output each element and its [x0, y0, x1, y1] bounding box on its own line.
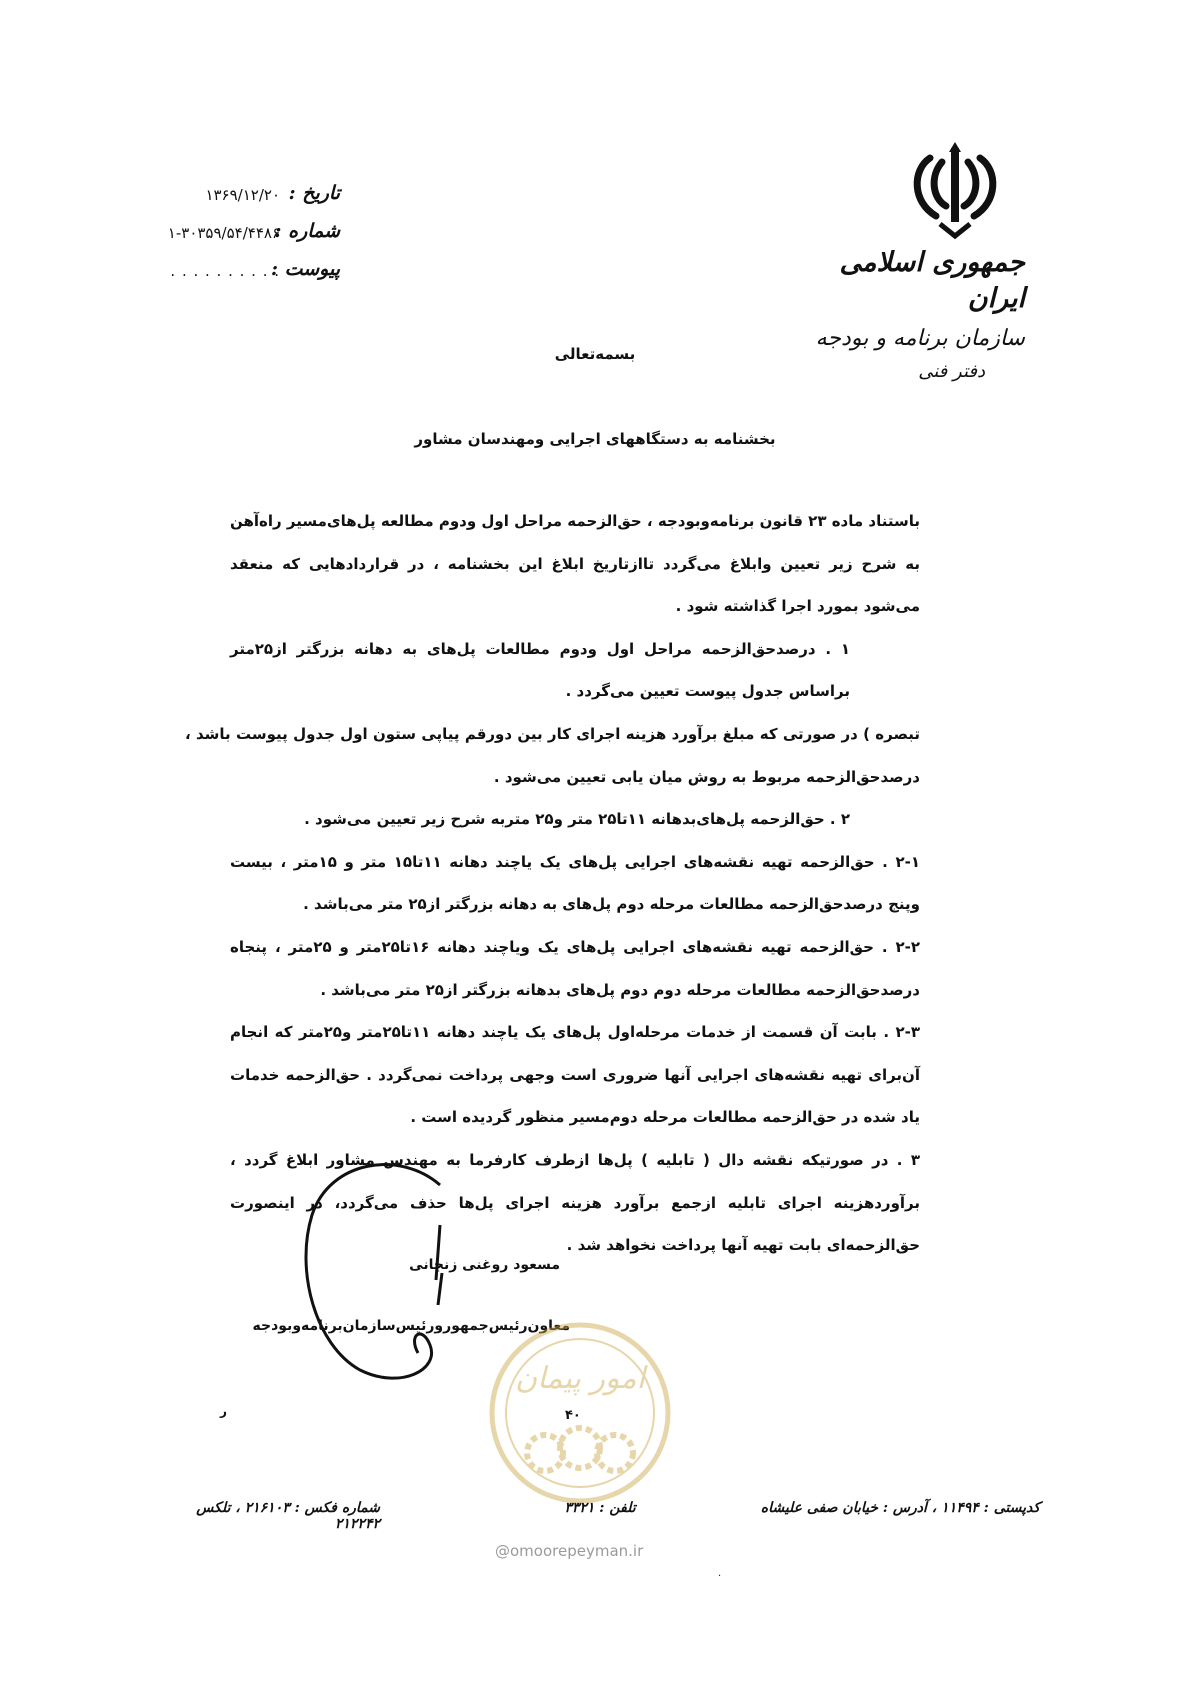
- paragraph-intro: باستناد ماده ۲۳ قانون برنامه‌وبودجه ، حق‌الزحمه مراحل اول ودوم مطالعه پل‌های‌مسیر راه‌آهن به شرح زیر تعیین وابلاغ می‌گردد تاازتاریخ ابلاغ این بخشنامه ، در قراردادهایی که منعقد می‌شود بمورد اجرا گذاشته شود .: [229, 512, 920, 616]
- margin-mark: ر: [220, 1404, 227, 1418]
- date-row: [110, 182, 340, 220]
- signer-title: معاون‌رئیس‌جمهورورئیس‌سازمان‌برنامه‌وبودجه: [252, 1318, 570, 1334]
- letterhead: [795, 245, 1025, 385]
- number-row: [110, 220, 340, 258]
- republic-name: جمهوری اسلامی ایران: [839, 247, 1025, 314]
- paragraph-item-3: ۳ . در صورتیکه نقشه دال ( تابلیه ) پل‌ها ازطرف کارفرما به مهندس مشاور ابلاغ گردد ، برآوردهزینه اجرای تابلیه ازجمع برآورد هزینه اجرای پل‌ها حذف می‌گردد، در اینصورت حق‌الزحمه‌ای بابت تهیه آنها پرداخت نخواهد شد .: [230, 1150, 920, 1255]
- date-value: ۱۳۶۹/۱۲/۲۰: [205, 186, 280, 204]
- letter-subject: بخشنامه به دستگاههای اجرایی ومهندسان مشاور: [414, 430, 776, 448]
- svg-text:امور پیمان: امور پیمان: [515, 1361, 645, 1396]
- attachment-value: . . . . . . . . . .: [170, 262, 280, 280]
- footer-phone: تلفن : ۳۳۲۱: [564, 1500, 636, 1516]
- watermark-text: @omoorepeyman.ir: [495, 1542, 644, 1560]
- paragraph-item-2-3: ۲-۳ . بابت آن قسمت از خدمات مرحله‌اول پل‌های یک یاچند دهانه ۱۱تا۲۵متر و۲۵متر که انجام آن‌برای تهیه نقشه‌های اجرایی آنها ضروری است وجهی پرداخت نمی‌گردد . حق‌الزحمه خدمات یاد شده در حق‌الزحمه مطالعات مرحله دوم‌مسیر منظور گردیده است .: [230, 1023, 920, 1127]
- iran-emblem-icon: [900, 140, 1010, 240]
- dot-mark: .: [718, 1568, 722, 1579]
- footer-telex: شماره فکس : ۲۱۶۱۰۳ ، تلکس ۲۱۲۲۴۲: [196, 1500, 380, 1532]
- attachment-row: [110, 258, 340, 296]
- letter-body: [185, 500, 920, 1267]
- footer-address: کدپستی : ۱۱۴۹۴ ، آدرس : خیابان صفی علیشاه: [760, 1500, 1040, 1516]
- number-label: شماره :: [274, 220, 340, 242]
- organization-name: سازمان برنامه و بودجه: [815, 326, 1025, 351]
- signer-name: مسعود روغنی زنجانی: [409, 1257, 560, 1273]
- date-label: تاریخ :: [288, 182, 340, 204]
- paragraph-item-2-2: ۲-۲ . حق‌الزحمه تهیه نقشه‌های اجرایی پل‌های یک ویاچند دهانه ۱۶تا۲۵متر و ۲۵متر ، پنجاه درصدحق‌الزحمه مطالعات مرحله دوم دوم پل‌های بدهانه بزرگتر از۲۵ متر می‌باشد .: [230, 937, 920, 999]
- paragraph-note: تبصره ) در صورتی که مبلغ برآورد هزینه اجرای کار بین دورقم پیاپی ستون اول جدول پیوست باشد ، درصدحق‌الزحمه مربوط به روش میان یابی تعیین می‌شود .: [185, 724, 920, 786]
- paragraph-item-1: ۱ . درصدحق‌الزحمه مراحل اول ودوم مطالعات پل‌های به دهانه بزرگتر از۲۵متر براساس جدول پیوست تعیین می‌گردد .: [230, 639, 850, 701]
- page-number: ۴۰: [565, 1408, 581, 1423]
- department-name: دفتر فنی: [918, 361, 985, 382]
- paragraph-item-2-1: ۲-۱ . حق‌الزحمه تهیه نقشه‌های اجرایی پل‌های یک یاچند دهانه ۱۱تا۱۵ متر و ۱۵متر ، بیست وپنج درصدحق‌الزحمه مطالعات مرحله دوم پل‌های به دهانه بزرگتر از۲۵ متر می‌باشد .: [230, 852, 920, 914]
- reference-block: [110, 182, 340, 296]
- paragraph-item-2: ۲ . حق‌الزحمه پل‌های‌بدهانه ۱۱تا۲۵ متر و۲۵ متربه شرح زیر تعیین می‌شود .: [304, 810, 850, 829]
- attachment-label: پیوست :: [270, 258, 340, 280]
- basmala: بسمه‌تعالی: [554, 345, 636, 363]
- number-value: ۱-۳۰۳۵۹/۵۴/۴۴۸۶: [167, 224, 280, 242]
